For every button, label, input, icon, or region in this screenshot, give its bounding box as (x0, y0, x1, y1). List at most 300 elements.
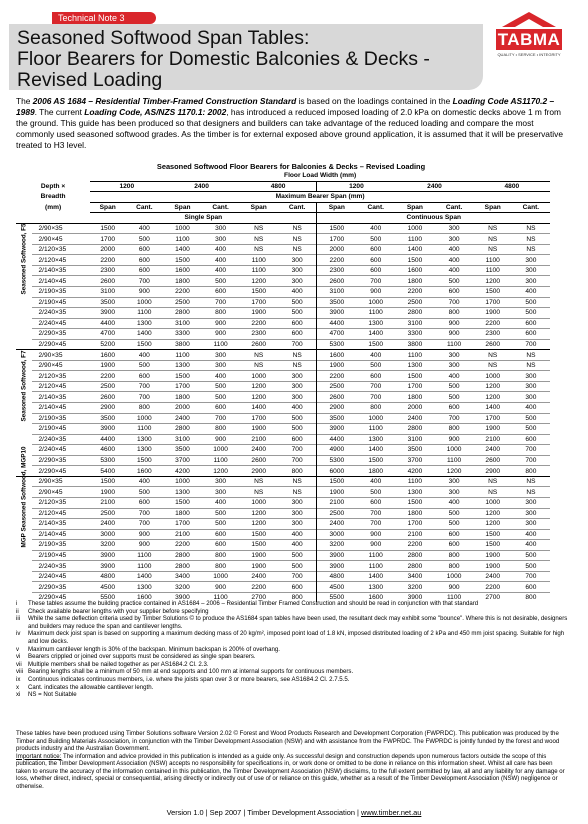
size-cell: 2/140×45 (32, 529, 90, 540)
max-bearer-span-header: Maximum Bearer Span (mm) (90, 192, 550, 203)
value-cell: 600 (435, 540, 474, 551)
logo-tagline: QUALITY • SERVICE • INTEGRITY (497, 52, 561, 57)
value-cell: 1900 (90, 487, 125, 498)
note-item (16, 691, 568, 699)
size-cell: 2/190×35 (32, 540, 90, 551)
value-cell: 3200 (90, 540, 125, 551)
value-cell: NS (240, 244, 278, 255)
size-cell: 2/240×35 (32, 308, 90, 319)
value-cell: 1800 (395, 392, 434, 403)
value-cell: 600 (202, 540, 240, 551)
value-cell: 2100 (395, 529, 434, 540)
value-cell: 600 (512, 434, 550, 445)
value-cell: 1800 (163, 508, 201, 519)
value-cell: 2800 (395, 424, 434, 435)
value-cell: 1900 (240, 424, 278, 435)
value-cell: 1200 (240, 392, 278, 403)
value-cell: 3100 (90, 287, 125, 298)
single-span-header: Single Span (90, 213, 317, 224)
value-cell: NS (474, 350, 512, 361)
value-cell: 500 (278, 424, 317, 435)
value-cell: 1100 (435, 455, 474, 466)
value-cell: 1100 (356, 550, 395, 561)
value-cell: 1500 (90, 223, 125, 234)
size-cell: 2/290×35 (32, 582, 90, 593)
size-cell: 2/90×45 (32, 360, 90, 371)
value-cell: 500 (512, 413, 550, 424)
value-cell: 1900 (474, 561, 512, 572)
value-cell: 700 (278, 455, 317, 466)
value-cell: 300 (202, 350, 240, 361)
value-cell: 900 (435, 329, 474, 340)
table-row (16, 276, 550, 287)
value-cell: 900 (202, 318, 240, 329)
value-cell: 500 (202, 276, 240, 287)
value-cell: 400 (512, 540, 550, 551)
table-row (16, 476, 550, 487)
value-cell: 500 (202, 519, 240, 530)
value-cell: 300 (512, 497, 550, 508)
value-cell: 400 (435, 244, 474, 255)
value-cell: 4600 (90, 445, 125, 456)
value-cell: 2400 (474, 445, 512, 456)
value-cell: 2500 (395, 297, 434, 308)
value-cell: 2800 (163, 561, 201, 572)
table-row (16, 445, 550, 456)
value-cell: 300 (512, 276, 550, 287)
value-cell: 900 (202, 329, 240, 340)
value-cell: NS (240, 234, 278, 245)
width-1200-single: 1200 (90, 181, 163, 192)
value-cell: 300 (512, 508, 550, 519)
value-cell: 3400 (395, 571, 434, 582)
note-text: While the same deflection criteria used by Timber Solutions © to produce the AS1684 span tables have been used, the resultant deck may exhibit some "bounce". Where this is not desirable, designers and builders may reduce the span and cantilever lengths. (28, 615, 568, 630)
value-cell: 1100 (240, 255, 278, 266)
value-cell: 4400 (317, 434, 356, 445)
value-cell: 800 (202, 561, 240, 572)
note-number: iv (16, 630, 21, 638)
value-cell: 400 (125, 223, 163, 234)
value-cell: 2600 (240, 339, 278, 350)
value-cell: 2700 (240, 592, 278, 602)
value-cell: 4500 (317, 582, 356, 593)
loading-code-ref: Loading Code AS1170.2 – 1989 (16, 96, 555, 117)
note-text: Maximum deck joist span is based on supporting a maximum decking mass of 20 kg/m², imposed point load of 1.8 kN, imposed distributed loading of 2 kPa and 450 mm joist spacing. Suitable for high and low decks. (28, 630, 565, 645)
table-row (16, 540, 550, 551)
value-cell: 1000 (125, 413, 163, 424)
value-cell: 1200 (474, 519, 512, 530)
value-cell: 700 (356, 392, 395, 403)
table-row (16, 424, 550, 435)
value-cell: 600 (356, 371, 395, 382)
table-row (16, 529, 550, 540)
value-cell: 3500 (163, 445, 201, 456)
value-cell: 600 (356, 255, 395, 266)
header (0, 0, 588, 92)
value-cell: 2800 (395, 308, 434, 319)
value-cell: 600 (278, 318, 317, 329)
value-cell: 300 (512, 519, 550, 530)
value-cell: NS (512, 244, 550, 255)
value-cell: 3900 (317, 550, 356, 561)
date: Sep 2007 (209, 808, 242, 817)
value-cell: 1100 (202, 455, 240, 466)
value-cell: 3900 (90, 550, 125, 561)
value-cell: 4700 (90, 329, 125, 340)
value-cell: 2400 (240, 445, 278, 456)
value-cell: 1200 (202, 466, 240, 477)
value-cell: 1100 (435, 592, 474, 602)
value-cell: 600 (125, 255, 163, 266)
size-cell: 2/90×45 (32, 234, 90, 245)
value-cell: 1100 (356, 561, 395, 572)
value-cell: 1500 (474, 529, 512, 540)
value-cell: 3100 (163, 434, 201, 445)
value-cell: NS (278, 487, 317, 498)
value-cell: 700 (356, 381, 395, 392)
value-cell: 300 (278, 265, 317, 276)
value-cell: NS (474, 244, 512, 255)
size-cell: 2/120×45 (32, 255, 90, 266)
value-cell: 600 (435, 287, 474, 298)
table-row (16, 255, 550, 266)
value-cell: 800 (202, 424, 240, 435)
value-cell: 1000 (163, 476, 201, 487)
size-cell: 2/290×45 (32, 339, 90, 350)
value-cell: 600 (356, 244, 395, 255)
value-cell: 300 (278, 392, 317, 403)
value-cell: 3100 (395, 434, 434, 445)
value-cell: 1300 (356, 582, 395, 593)
value-cell: 1000 (356, 297, 395, 308)
value-cell: NS (278, 234, 317, 245)
value-cell: 1500 (90, 476, 125, 487)
value-cell: 800 (435, 550, 474, 561)
value-cell: 2300 (474, 329, 512, 340)
depth-header: Depth × (40, 182, 66, 190)
value-cell: 700 (125, 519, 163, 530)
value-cell: 1800 (395, 276, 434, 287)
notes-list (16, 600, 568, 699)
value-cell: NS (512, 360, 550, 371)
value-cell: 500 (125, 234, 163, 245)
note-number: vii (16, 660, 22, 668)
value-cell: 600 (356, 497, 395, 508)
value-cell: 3900 (317, 308, 356, 319)
table-row (16, 381, 550, 392)
value-cell: 1900 (240, 561, 278, 572)
value-cell: 1000 (474, 497, 512, 508)
value-cell: 600 (512, 329, 550, 340)
value-cell: 800 (435, 308, 474, 319)
value-cell: NS (240, 223, 278, 234)
note-text: NS = Not Suitable (28, 691, 77, 699)
value-cell: 1400 (163, 244, 201, 255)
value-cell: 3900 (395, 592, 434, 602)
continuous-span-header: Continuous Span (317, 213, 550, 224)
value-cell: 500 (125, 487, 163, 498)
value-cell: 3500 (90, 413, 125, 424)
value-cell: 2100 (317, 497, 356, 508)
value-cell: 1600 (125, 592, 163, 602)
value-cell: 1000 (474, 371, 512, 382)
value-cell: NS (474, 234, 512, 245)
breadth-header: Breadth (40, 193, 66, 201)
note-item (16, 668, 568, 676)
value-cell: 400 (356, 476, 395, 487)
size-cell: 2/190×45 (32, 297, 90, 308)
value-cell: 1900 (317, 487, 356, 498)
value-cell: 800 (435, 424, 474, 435)
value-cell: 1500 (395, 371, 434, 382)
table-row (16, 582, 550, 593)
value-cell: 300 (435, 487, 474, 498)
value-cell: 500 (435, 276, 474, 287)
size-cell: 2/240×45 (32, 318, 90, 329)
value-cell: 2200 (163, 287, 201, 298)
value-cell: 3000 (317, 529, 356, 540)
value-cell: 2800 (163, 424, 201, 435)
value-cell: NS (512, 350, 550, 361)
note-text: Check available bearer lengths with your supplier before specifying (28, 607, 209, 615)
note-item (16, 661, 568, 669)
value-cell: 400 (278, 287, 317, 298)
value-cell: 400 (435, 255, 474, 266)
size-cell: 2/140×45 (32, 276, 90, 287)
value-cell: 2000 (395, 403, 434, 414)
title-box (9, 24, 483, 90)
value-cell: 300 (512, 371, 550, 382)
value-cell: NS (474, 223, 512, 234)
size-cell: 2/190×45 (32, 424, 90, 435)
value-cell: 2000 (90, 244, 125, 255)
width-4800-continuous: 4800 (474, 181, 550, 192)
table-row (16, 497, 550, 508)
value-cell: 2200 (163, 540, 201, 551)
value-cell: 400 (202, 265, 240, 276)
value-cell: 300 (435, 350, 474, 361)
size-cell: 2/240×35 (32, 561, 90, 572)
website-link[interactable]: www.timber.net.au (360, 808, 422, 817)
note-item (16, 608, 568, 616)
span-table (16, 171, 550, 602)
tabma-logo (496, 10, 562, 60)
value-cell: 1100 (125, 550, 163, 561)
value-cell: 300 (278, 276, 317, 287)
value-cell: 800 (202, 308, 240, 319)
note-number: ix (16, 675, 21, 683)
size-cell: 2/120×45 (32, 508, 90, 519)
value-cell: 500 (512, 424, 550, 435)
table-row (16, 487, 550, 498)
value-cell: 800 (278, 592, 317, 602)
value-cell: NS (278, 244, 317, 255)
value-cell: 2100 (240, 434, 278, 445)
value-cell: 6000 (317, 466, 356, 477)
value-cell: 400 (278, 403, 317, 414)
value-cell: 400 (512, 403, 550, 414)
value-cell: 600 (202, 287, 240, 298)
value-cell: 3400 (163, 571, 201, 582)
value-cell: 3900 (90, 424, 125, 435)
value-cell: NS (240, 476, 278, 487)
value-cell: 5300 (90, 455, 125, 466)
value-cell: 1600 (395, 265, 434, 276)
value-cell: 1000 (395, 223, 434, 234)
table-row (16, 287, 550, 298)
value-cell: 1500 (474, 287, 512, 298)
value-cell: 1100 (395, 476, 434, 487)
value-cell: 2500 (90, 508, 125, 519)
value-cell: 1100 (395, 350, 434, 361)
logo-word: TABMA (497, 30, 561, 49)
value-cell: 700 (278, 571, 317, 582)
note-item (16, 684, 568, 692)
value-cell: 900 (202, 434, 240, 445)
value-cell: 1300 (163, 360, 201, 371)
value-cell: 400 (512, 529, 550, 540)
table-row (16, 223, 550, 234)
value-cell: 300 (278, 519, 317, 530)
table-row (16, 244, 550, 255)
width-2400-single: 2400 (163, 181, 239, 192)
value-cell: NS (512, 487, 550, 498)
note-item (16, 630, 568, 645)
value-cell: 300 (512, 381, 550, 392)
technical-note-badge: Technical Note 3 (52, 12, 156, 24)
value-cell: 2600 (474, 339, 512, 350)
size-cell: 2/290×35 (32, 455, 90, 466)
value-cell: 600 (202, 529, 240, 540)
organisation: Timber Development Association (247, 808, 355, 817)
value-cell: 2000 (163, 403, 201, 414)
value-cell: 500 (512, 308, 550, 319)
table-row (16, 434, 550, 445)
value-cell: 300 (512, 265, 550, 276)
value-cell: 1900 (240, 308, 278, 319)
value-cell: 1200 (240, 519, 278, 530)
size-cell: 2/140×35 (32, 265, 90, 276)
value-cell: 2400 (90, 519, 125, 530)
value-cell: 3900 (90, 308, 125, 319)
value-cell: 1500 (356, 339, 395, 350)
value-cell: 300 (202, 487, 240, 498)
value-cell: NS (474, 487, 512, 498)
value-cell: 700 (278, 339, 317, 350)
value-cell: 1100 (125, 424, 163, 435)
value-cell: 1200 (474, 508, 512, 519)
value-cell: 2200 (240, 582, 278, 593)
table-row (16, 403, 550, 414)
value-cell: 4200 (395, 466, 434, 477)
size-cell: 2/90×35 (32, 476, 90, 487)
cant-col-header: Cant. (435, 202, 474, 213)
note-item (16, 646, 568, 654)
value-cell: 1800 (163, 276, 201, 287)
value-cell: 1400 (356, 445, 395, 456)
value-cell: 2200 (474, 318, 512, 329)
value-cell: 1800 (163, 392, 201, 403)
size-cell: 2/90×35 (32, 223, 90, 234)
value-cell: 700 (435, 413, 474, 424)
value-cell: 2500 (317, 381, 356, 392)
value-cell: 600 (435, 529, 474, 540)
value-cell: 1000 (435, 571, 474, 582)
value-cell: 1500 (125, 455, 163, 466)
value-cell: 3200 (317, 540, 356, 551)
value-cell: 1000 (202, 445, 240, 456)
value-cell: NS (240, 360, 278, 371)
value-cell: 400 (202, 371, 240, 382)
size-cell: 2/120×35 (32, 497, 90, 508)
value-cell: 800 (435, 561, 474, 572)
value-cell: 900 (356, 540, 395, 551)
value-cell: 3700 (395, 455, 434, 466)
value-cell: 400 (435, 265, 474, 276)
value-cell: 3900 (90, 561, 125, 572)
value-cell: 300 (512, 255, 550, 266)
value-cell: 2900 (474, 466, 512, 477)
value-cell: 4400 (90, 434, 125, 445)
value-cell: 700 (202, 413, 240, 424)
value-cell: 3300 (395, 329, 434, 340)
value-cell: 600 (125, 265, 163, 276)
value-cell: 300 (278, 371, 317, 382)
size-cell: 2/240×45 (32, 445, 90, 456)
table-row (16, 360, 550, 371)
value-cell: 700 (512, 445, 550, 456)
value-cell: 600 (278, 329, 317, 340)
table-row (16, 561, 550, 572)
value-cell: 1000 (240, 497, 278, 508)
value-cell: 1200 (435, 466, 474, 477)
value-cell: 500 (278, 308, 317, 319)
value-cell: 2600 (90, 392, 125, 403)
value-cell: 1300 (356, 318, 395, 329)
value-cell: 2400 (474, 571, 512, 582)
value-cell: 1900 (474, 308, 512, 319)
value-cell: 2600 (317, 392, 356, 403)
value-cell: 2800 (163, 550, 201, 561)
value-cell: 700 (435, 297, 474, 308)
floor-load-width-header: Floor Load Width (mm) (90, 171, 550, 181)
value-cell: 1700 (240, 297, 278, 308)
value-cell: 1500 (125, 339, 163, 350)
value-cell: 600 (125, 244, 163, 255)
value-cell: 4700 (317, 329, 356, 340)
value-cell: 1100 (474, 255, 512, 266)
value-cell: 1400 (474, 403, 512, 414)
note-text: Maximum cantilever length is 30% of the backspan. Minimum backspan is 200% of overhang. (28, 645, 281, 653)
value-cell: 1400 (356, 571, 395, 582)
value-cell: 800 (512, 592, 550, 602)
version: Version 1.0 (166, 808, 204, 817)
value-cell: 2100 (163, 529, 201, 540)
value-cell: 500 (512, 561, 550, 572)
value-cell: 1500 (163, 255, 201, 266)
value-cell: 3900 (317, 561, 356, 572)
width-4800-single: 4800 (240, 181, 317, 192)
width-1200-continuous: 1200 (317, 181, 395, 192)
value-cell: NS (512, 234, 550, 245)
title-line-2: Floor Bearers for Domestic Balconies & Decks - (17, 48, 430, 70)
value-cell: 600 (278, 434, 317, 445)
value-cell: 1700 (240, 413, 278, 424)
value-cell: 5500 (90, 592, 125, 602)
value-cell: 300 (435, 234, 474, 245)
value-cell: 1500 (240, 287, 278, 298)
value-cell: 900 (356, 529, 395, 540)
